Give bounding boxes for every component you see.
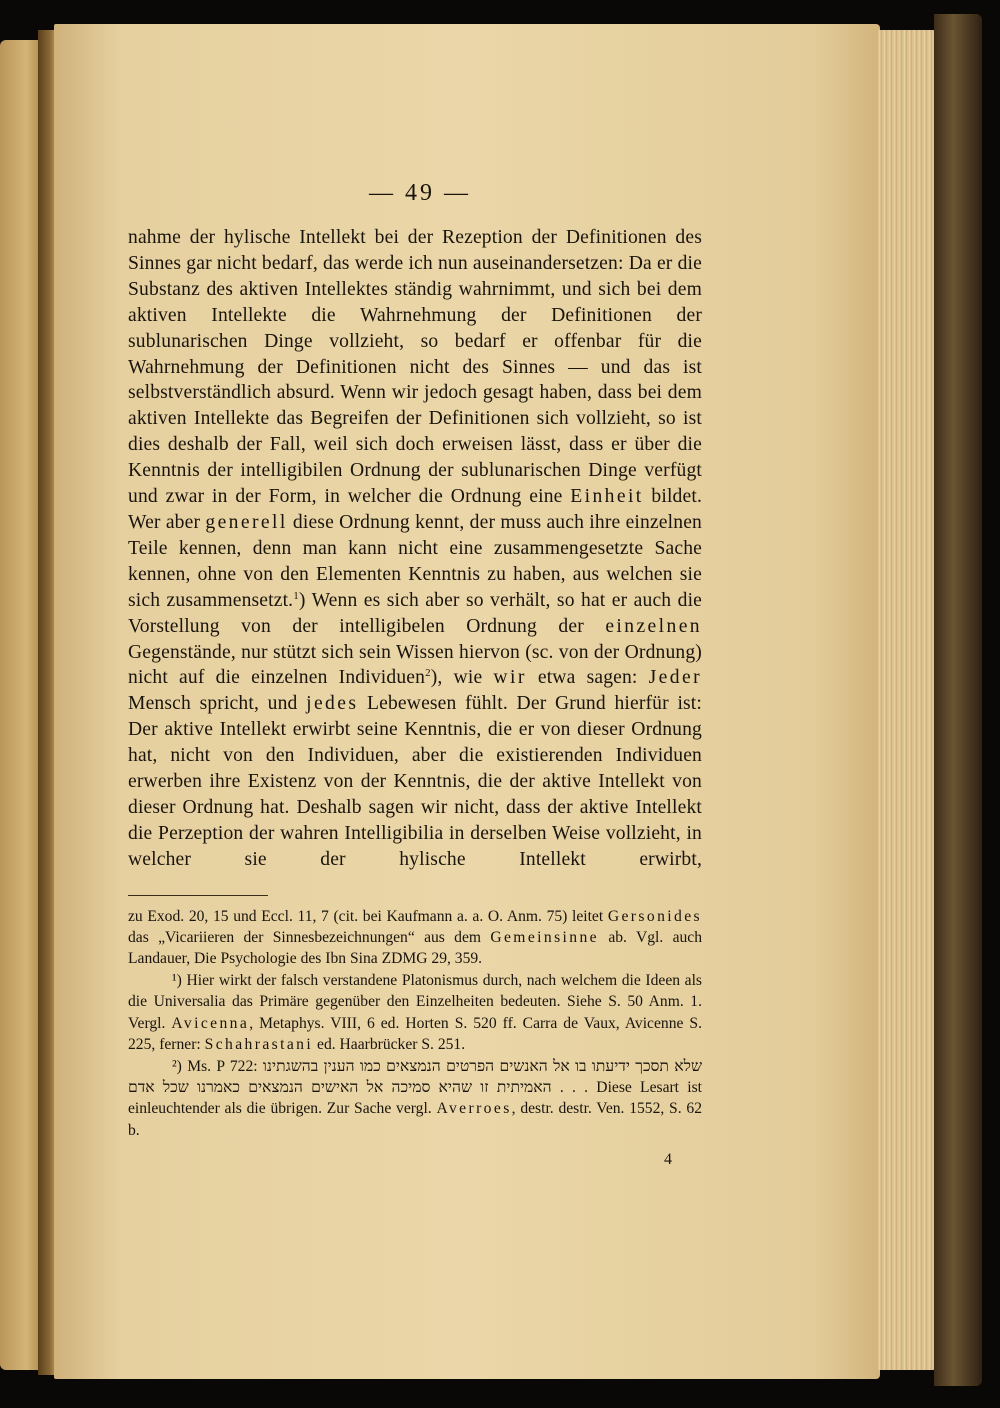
text-run: das „Vicariieren der Sinnesbezeichnungen“ aus dem [128,929,491,947]
spaced-word: einzelnen [605,615,702,637]
footnotes [128,906,702,1141]
footnote-ref: 1 [293,589,299,602]
spaced-name: Schahrastani [204,1036,314,1054]
text-run: Lebewesen fühlt. Der Grund hierfür ist: Der aktive Intellekt erwirbt seine Kenntnis, die er von dieser Ordnung hat, nicht von den Individuen, aber die existierenden Individuen erwerben ihre Existenz von der Kenntnis, die der aktive Intellekt von dieser Ordnung hat. Deshalb sagen wir nicht, dass der aktive Intellekt die Perzeption der wahren Intelligibilia in derselben Weise vollzieht, in welcher sie der hylische Intellekt erwirbt, [128,693,702,870]
spaced-word: wir [493,667,527,689]
page-edges [878,30,936,1370]
spaced-term: Gemeinsinne [490,929,600,947]
page-number: — 49 — [369,180,471,206]
book-cover [934,14,982,1386]
text-run: , Metaphys. VIII, 6 ed. Horten S. 520 ff. Carra de Vaux, Avicenne S. 225, ferner: [128,1014,702,1054]
body-paragraph [128,225,702,873]
text-run: ¹) Hier wirkt der falsch verstandene Platonismus durch, nach welchem die Ideen als die Universalia das Primäre gegenüber den Einzelheiten bedeuten. Siehe S. 50 Anm. 1. Vergl. [128,971,702,1032]
text-run: . . . Diese Lesart ist einleuchtender als die übrigen. Zur Sache vergl. [128,1078,702,1118]
text-run: ²) Ms. P 722: [172,1057,263,1075]
text-run: etwa sagen: [526,667,649,689]
signature-mark: 4 [664,1151,672,1169]
spaced-word: generell [205,511,288,533]
spaced-name: Avicenna [171,1014,250,1032]
spaced-word: jedes [306,693,359,715]
text-run: Mensch spricht, und [128,693,307,715]
footnote-continued [128,906,702,970]
text-run: zu Exod. 20, 15 und Eccl. 11, 7 (cit. bei Kaufmann a. a. O. Anm. 75) leitet [128,907,608,925]
footnote-rule [128,895,268,896]
text-run: nahme der hylische Intellekt bei der Rezeption der Definitionen des Sinnes gar nicht bedarf, das werde ich nun auseinandersetzen: Da er die Substanz des aktiven Intellektes ständig wahrnimmt, und sich bei dem aktiven Intellekte die Wahrnehmung der Definitionen der sublunarischen Dinge vollzieht, so bedarf er offenbar für die Wahrnehmung der Definitionen nicht des Sinnes — und das ist selbstverständlich absurd. Wenn wir jedoch gesagt haben, dass bei dem aktiven Intellekte das Begreifen der Definitionen sich vollzieht, so ist dies deshalb der Fall, weil sich doch erweisen lässt, dass er über die Kenntnis der intelligibilen Ordnung der sublunarischen Dinge verfügt und zwar in der Form, in welcher die Ordnung eine [128,227,702,508]
text-run: Gegenstände, nur stützt sich sein Wissen hiervon (sc. von der Ordnung) nicht auf die einzelnen Individuen [128,641,702,689]
text-run: diese Ordnung kennt, der muss auch ihre einzelnen Teile kennen, denn man kann nicht eine zusammengesetzte Sache kennen, ohne von den Elementen Kenntnis zu haben, aus welchen sie sich zusammensetzt. [128,511,702,611]
text-run: , destr. destr. Ven. 1552, S. 62 b. [128,1100,702,1139]
main-text [128,225,702,873]
footnote-ref: 2 [425,667,431,680]
spaced-word: Einheit [570,486,644,508]
text-run: bildet. Wer aber [128,486,702,533]
footnote-1 [128,970,702,1056]
page-content [128,180,702,1169]
text-run: ) Wenn es sich aber so verhält, so hat er auch die Vorstellung von der intelligibelen Ordnung der [128,589,703,637]
spaced-name: Averroes [436,1100,512,1118]
spaced-word: Jeder [648,667,702,689]
hebrew-quote: שלא תסכך ידיעתו בו אל האנשים הפרטים הנמצאים כמו הענין בהשגתינו האמיתית זו שהיא סמיכה אל האישים הנמצאים כאמרנו שכל אדם [128,1057,702,1096]
text-run: ed. Haarbrücker S. 251. [313,1036,466,1054]
text-run: ), wie [430,667,494,689]
spaced-name: Gersonides [607,907,702,925]
text-run: ab. Vgl. auch Landauer, Die Psychologie des Ibn Sina ZDMG 29, 359. [128,929,703,968]
footnote-2 [128,1056,702,1142]
